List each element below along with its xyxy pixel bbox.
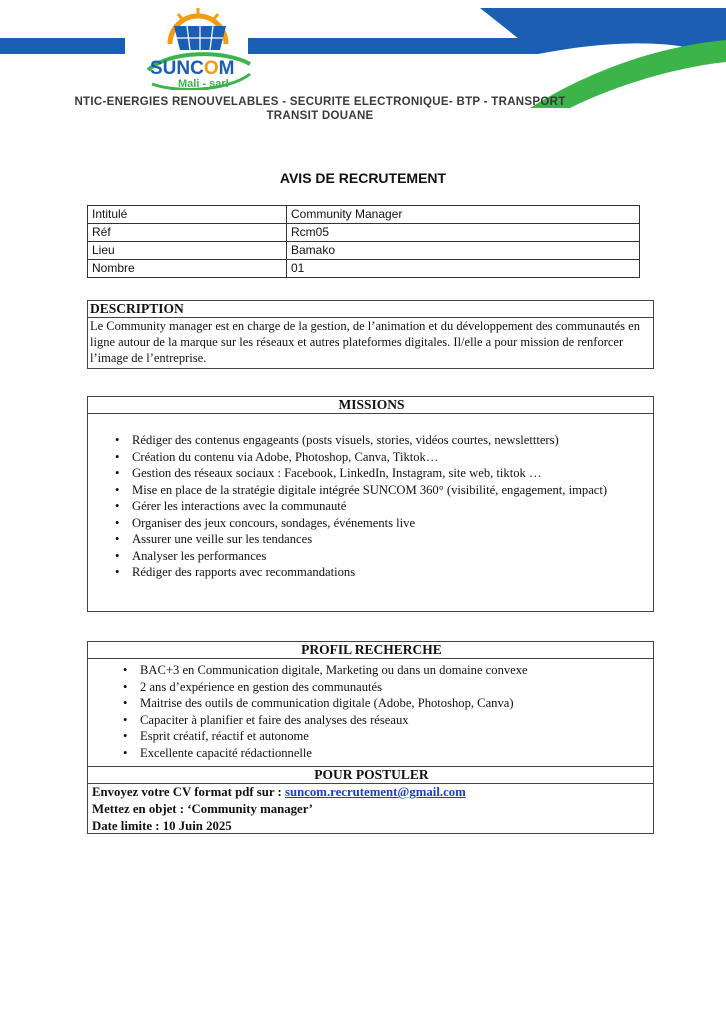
profil-text: Excellente capacité rédactionnelle: [140, 745, 313, 760]
bullet: •: [115, 433, 120, 447]
logo-brand-o: O: [203, 58, 219, 79]
bullet: •: [115, 532, 120, 546]
bullet: •: [115, 515, 120, 530]
bullet: •: [115, 565, 120, 579]
info-label: Lieu: [88, 242, 287, 260]
list-item: [115, 482, 653, 499]
svg-text:SUNCOM: [150, 58, 234, 79]
table-row: [88, 260, 640, 278]
mission-text: Analyser les performances: [132, 548, 267, 563]
missions-heading: MISSIONS: [88, 397, 653, 414]
list-item: [115, 498, 653, 515]
profil-text: BAC+3 en Communication digitale, Marketing ou dans un domaine convexe: [140, 663, 528, 677]
header-blue-band-left: [0, 38, 125, 54]
list-item: [123, 712, 653, 729]
bullet: •: [123, 745, 128, 760]
page-title: AVIS DE RECRUTEMENT: [279, 170, 447, 186]
list-item: [115, 548, 653, 565]
mission-text: Organiser des jeux concours, sondages, événements live: [132, 515, 416, 530]
profil-text: Maitrise des outils de communication digitale (Adobe, Photoshop, Canva): [140, 696, 514, 710]
info-value: Rcm05: [287, 224, 640, 242]
suncom-logo: [140, 4, 255, 90]
info-label: Intitulé: [88, 206, 287, 224]
email-link[interactable]: suncom.recrutement@gmail.com: [285, 785, 466, 799]
list-item: [123, 662, 653, 679]
list-item: [115, 465, 653, 482]
bullet: •: [115, 482, 120, 497]
bullet: •: [123, 679, 128, 694]
bullet: •: [123, 663, 128, 677]
apply-heading: POUR POSTULER: [88, 767, 653, 784]
logo-subtitle: Mali - sarl: [178, 78, 229, 90]
profil-section: [87, 641, 654, 767]
mission-text: Mise en place de la stratégie digitale intégrée SUNCOM 360° (visibilité, engagement, impact): [132, 482, 608, 497]
apply-line-1: [88, 784, 653, 801]
bullet: •: [115, 449, 120, 464]
table-row: [88, 206, 640, 224]
logo-brand-start: SUNC: [150, 58, 204, 79]
info-label: Réf: [88, 224, 287, 242]
mission-text: Gestion des réseaux sociaux : Facebook, LinkedIn, Instagram, site web, tiktok …: [132, 466, 542, 480]
bullet: •: [115, 466, 120, 480]
list-item: [115, 432, 653, 449]
bullet: •: [123, 729, 128, 743]
list-item: [123, 679, 653, 696]
description-heading: DESCRIPTION: [88, 301, 653, 318]
apply-section: [87, 766, 654, 834]
bullet: •: [115, 499, 120, 513]
logo-brand-end: M: [218, 58, 235, 79]
list-item: [115, 564, 653, 581]
missions-section: [87, 396, 654, 612]
profil-text: 2 ans d’expérience en gestion des communautés: [140, 679, 382, 694]
profil-heading: PROFIL RECHERCHE: [88, 642, 653, 659]
profil-text: Capaciter à planifier et faire des analyses des réseaux: [140, 712, 409, 727]
missions-list: [88, 414, 653, 591]
mission-text: Gérer les interactions avec la communauté: [132, 499, 347, 513]
apply-deadline: Date limite : 10 Juin 2025: [92, 819, 232, 833]
table-row: [88, 224, 640, 242]
profil-text: Esprit créatif, réactif et autonome: [140, 729, 309, 743]
info-value: Bamako: [287, 242, 640, 260]
table-row: [88, 242, 640, 260]
list-item: [123, 728, 653, 745]
tagline-line-2: TRANSIT DOUANE: [266, 110, 374, 122]
solar-panel-logo-icon: [140, 4, 255, 90]
mission-text: Assurer une veille sur les tendances: [132, 532, 313, 546]
list-item: [123, 695, 653, 712]
mission-text: Création du contenu via Adobe, Photoshop, Canva, Tiktok…: [132, 449, 439, 464]
tagline-line-1: NTIC-ENERGIES RENOUVELABLES - SECURITE ELECTRONIQUE- BTP - TRANSPORT: [74, 96, 566, 108]
bullet: •: [123, 712, 128, 727]
list-item: [115, 515, 653, 532]
profil-list: [88, 659, 653, 761]
job-info-table: [87, 205, 640, 278]
bullet: •: [123, 696, 128, 710]
info-value: Community Manager: [287, 206, 640, 224]
list-item: [115, 531, 653, 548]
apply-line-2: Mettez en objet : ‘Community manager’: [92, 802, 313, 816]
bullet: •: [115, 548, 120, 563]
description-section: [87, 300, 654, 369]
mission-text: Rédiger des rapports avec recommandations: [132, 565, 356, 579]
info-value: 01: [287, 260, 640, 278]
list-item: [123, 745, 653, 762]
apply-line-1-prefix: Envoyez votre CV format pdf sur :: [92, 785, 286, 799]
list-item: [115, 449, 653, 466]
description-text: Le Community manager est en charge de la gestion, de l’animation et du développement des communautés en ligne autour de la marque sur les réseaux et autres plateformes digitales. Il/elle a pour mission de renforcer l’image de l’entreprise.: [90, 319, 640, 365]
mission-text: Rédiger des contenus engageants (posts visuels, stories, vidéos courtes, newslettters): [132, 433, 559, 447]
header-swoosh-graphic: [470, 0, 726, 110]
info-label: Nombre: [88, 260, 287, 278]
